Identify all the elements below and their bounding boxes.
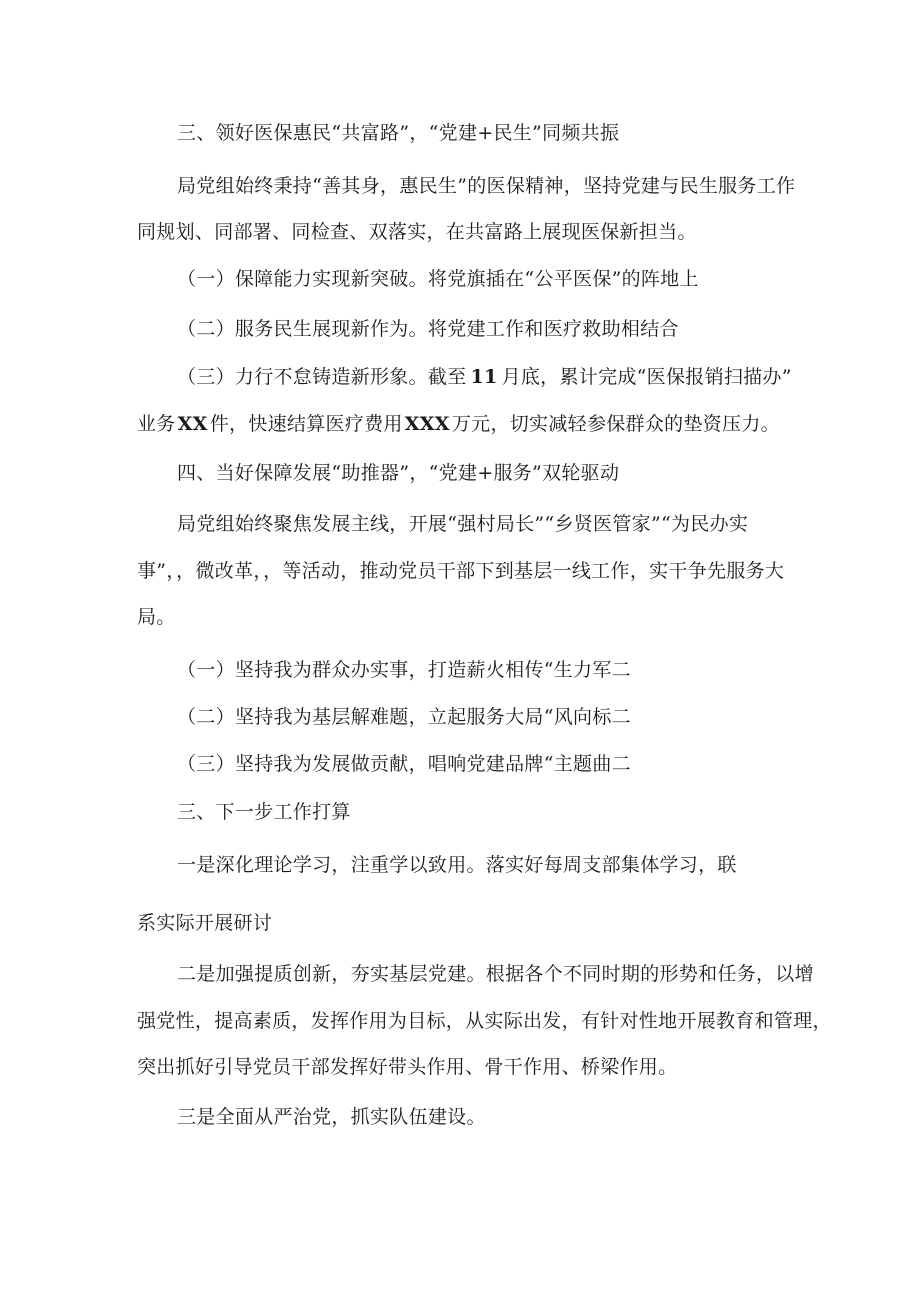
next-p1-line2: 系实际开展研讨 xyxy=(137,912,273,934)
item3-line2-c: 件，快速结算医疗费用 xyxy=(209,413,403,435)
next-p1-line1: 一是深化理论学习，注重学以致用。落实好每周支部集体学习，联 xyxy=(177,854,737,876)
item3-line2-a: 业务 xyxy=(137,413,176,435)
item3-line2-xxx: XXX xyxy=(404,413,450,435)
section4-heading: 四、当好保障发展“助推器”，“党建+服务”双轮驱动 xyxy=(177,462,620,484)
section3-intro-line2: 同规划、同部署、同检查、双落实，在共富路上展现医保新担当。 xyxy=(137,221,697,243)
next-p2-line2: 强党性，提高素质，发挥作用为目标，从实际出发，有针对性地开展教育和管理， xyxy=(137,1010,832,1032)
section3-intro-line1: 局党组始终秉持“善其身，惠民生”的医保精神，坚持党建与民生服务工作 xyxy=(177,175,796,197)
item3-number: 11 xyxy=(470,366,498,388)
item3-line2-xx: XX xyxy=(177,413,208,435)
item3-line2-e: 万元，切实减轻参保群众的垫资压力。 xyxy=(451,413,780,435)
item3-text-a: （三）力行不怠铸造新形象。截至 xyxy=(177,366,467,388)
section3-heading: 三、领好医保惠民“共富路”，“党建+民生”同频共振 xyxy=(177,122,620,144)
section4-item1: （一）坚持我为群众办实事，打造薪火相传“生力军二 xyxy=(177,659,631,681)
section4-intro-line1: 局党组始终聚焦发展主线，开展“强村局长”“乡贤医管家”“为民办实 xyxy=(177,513,749,535)
next-p2-line3: 突出抓好引导党员干部发挥好带头作用、骨干作用、桥梁作用。 xyxy=(137,1056,678,1078)
section3-item1: （一）保障能力实现新突破。将党旗插在“公平医保”的阵地上 xyxy=(177,268,699,290)
next-p3: 三是全面从严治党，抓实队伍建设。 xyxy=(177,1106,486,1128)
next-p2-line1: 二是加强提质创新，夯实基层党建。根据各个不同时期的形势和任务，以增 xyxy=(177,963,814,985)
next-steps-heading: 三、下一步工作打算 xyxy=(177,801,351,823)
section3-item2: （二）服务民生展现新作为。将党建工作和医疗救助相结合 xyxy=(177,318,679,340)
section4-item2: （二）坚持我为基层解难题，立起服务大局“风向标二 xyxy=(177,706,631,728)
section3-item3-line2 xyxy=(137,415,780,434)
item3-text-b: 月底，累计完成“医保报销扫描办” xyxy=(501,366,792,388)
section4-intro-line3: 局。 xyxy=(137,606,176,628)
section3-item3-line1 xyxy=(177,368,792,387)
section4-intro-line2: 事”，，微改革，，等活动，推动党员干部下到基层一线工作，实干争先服务大 xyxy=(137,560,785,582)
section4-item3: （三）坚持我为发展做贡献，唱响党建品牌“主题曲二 xyxy=(177,753,631,775)
